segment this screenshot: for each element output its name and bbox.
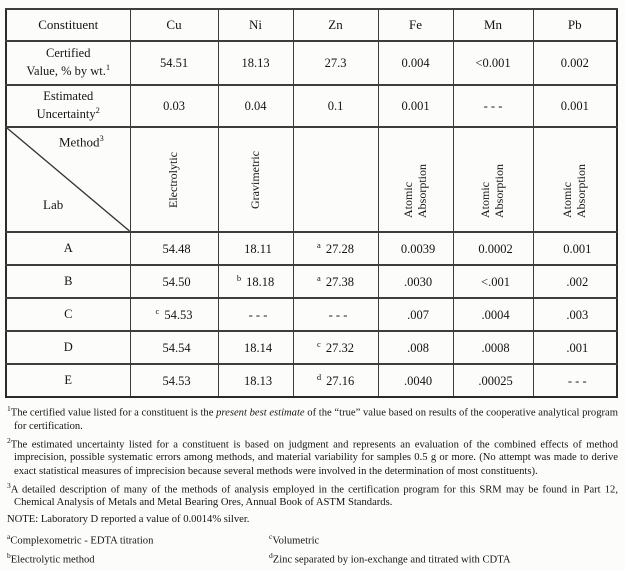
method-marker: a [317, 239, 321, 250]
method-fe-cell [378, 127, 453, 232]
method-mn: Atomic Absorption [478, 163, 506, 218]
method-pb-cell [533, 127, 617, 232]
footnote-3 [7, 481, 618, 510]
srm-analysis-table [5, 8, 618, 398]
footnote-2-text: The estimated uncertainty listed for a constituent is based on judgment and represents an evaluation of the combined effects of method imprecision, possible systematic errors among methods, and material variability for samples 0.5 g or more. (No attempt was made to derive exact statistical measures of imprecision because several methods were involved in the determination of most constituents). [10, 439, 618, 477]
lab-d-fe [378, 331, 453, 364]
footnote-3-marker: 3 [99, 133, 104, 143]
value: 54.48 [162, 242, 191, 257]
certified-label-line1: Certified [46, 46, 91, 61]
certified-pb: 0.002 [533, 41, 617, 85]
value: - - - [567, 374, 587, 389]
note-line: NOTE: Laboratory D reported a value of 0.0014% silver. [7, 514, 250, 526]
constituent-header: Constituent [6, 9, 130, 41]
lab-b-fe [378, 265, 453, 298]
footnote-d-text: Zinc separated by ion-exchange and titrated with CDTA [272, 554, 511, 566]
lab-c-ni [218, 298, 293, 331]
lab-id: B [6, 265, 130, 298]
method-marker: c [317, 338, 321, 349]
value: - - - [248, 308, 268, 323]
lab-a-ni [218, 232, 293, 265]
value: .0004 [481, 308, 510, 323]
col-header-zn: Zn [293, 9, 378, 41]
method-marker: d [316, 371, 322, 382]
value: .0008 [481, 341, 510, 356]
value: 18.14 [243, 341, 273, 356]
footnote-1-text: The certified value listed for a constituent is the [10, 407, 217, 419]
footnote-a [7, 532, 269, 548]
value: .008 [407, 341, 429, 356]
uncertainty-cu: 0.03 [130, 85, 218, 127]
lab-e-fe [378, 364, 453, 397]
col-header-pb: Pb [533, 9, 617, 41]
lab-a-mn [453, 232, 533, 265]
lettered-footnotes-left [7, 532, 269, 571]
value: 18.13 [243, 374, 273, 389]
lab-b-ni [218, 265, 293, 298]
lab-c-cu [130, 298, 218, 331]
col-header-cu: Cu [130, 9, 218, 41]
method-cu: Electrolytic [166, 151, 181, 208]
value: .007 [407, 308, 429, 323]
lab-d-ni [218, 331, 293, 364]
uncertainty-label [6, 85, 130, 127]
lab-e-pb [533, 364, 617, 397]
lab-c-fe [378, 298, 453, 331]
method-label [59, 133, 104, 150]
method-lab-diagonal-cell [6, 127, 130, 232]
lab-a-zn [293, 232, 378, 265]
value: 27.28 [325, 242, 354, 257]
footnote-a-text: Complexometric - EDTA titration [10, 535, 154, 547]
lab-a-cu [130, 232, 218, 265]
lab-b-zn [293, 265, 378, 298]
col-header-ni: Ni [218, 9, 293, 41]
uncertainty-row [6, 85, 617, 127]
header-row [6, 9, 617, 41]
lab-e-cu [130, 364, 218, 397]
footnote-3-marker: 3 [7, 480, 11, 490]
lab-row-e [6, 364, 617, 397]
lab-b-mn [453, 265, 533, 298]
lab-d-pb [533, 331, 617, 364]
col-header-fe: Fe [378, 9, 453, 41]
method-marker: a [317, 272, 321, 283]
uncertainty-fe: 0.001 [378, 85, 453, 127]
certified-value-label [6, 41, 130, 85]
footnote-2 [7, 436, 618, 478]
uncertainty-zn: 0.1 [293, 85, 378, 127]
method-ni: Gravimetric [247, 150, 262, 209]
footnote-2-marker: 2 [95, 104, 100, 115]
footnote-a-marker: a [7, 531, 11, 541]
value: 54.53 [162, 374, 191, 389]
lab-id: A [6, 232, 130, 265]
certified-label-line2: Value, % by wt. [26, 64, 106, 79]
lab-row-b [6, 265, 617, 298]
certified-value-row [6, 41, 617, 85]
method-word: Method [59, 134, 100, 150]
footnote-b [7, 551, 269, 567]
method-row [6, 127, 617, 232]
value: 0.0039 [400, 242, 436, 257]
method-ni-cell [218, 127, 293, 232]
value: 54.53 [164, 308, 193, 323]
value: 0.0002 [478, 242, 513, 257]
certified-ni: 18.13 [218, 41, 293, 85]
lab-id: D [6, 331, 130, 364]
uncertainty-pb: 0.001 [533, 85, 617, 127]
value: .0030 [403, 275, 433, 290]
value: - - - [328, 308, 348, 323]
lab-c-zn [293, 298, 378, 331]
value: 27.38 [325, 275, 354, 290]
value: 0.001 [563, 242, 592, 257]
value: 18.11 [244, 242, 272, 257]
value: .003 [566, 308, 589, 323]
certified-mn: <0.001 [453, 41, 533, 85]
lab-a-pb [533, 232, 617, 265]
lab-e-ni [218, 364, 293, 397]
lab-d-mn [453, 331, 533, 364]
footnote-3-text: A detailed description of many of the methods of analysis employed in the certification program for this SRM may be found in Part 12, Chemical Analysis of Metals and Metal Bearing Ores, Annual Book of ASTM Standards. [10, 484, 618, 509]
method-mn-cell [453, 127, 533, 232]
footnote-2-marker: 2 [7, 435, 11, 445]
certified-zn: 27.3 [293, 41, 378, 85]
lab-id: C [6, 298, 130, 331]
certified-cu: 54.51 [130, 41, 218, 85]
footnote-c-text: Volumetric [272, 535, 320, 547]
lab-a-fe [378, 232, 453, 265]
value: .00025 [478, 374, 513, 389]
footnote-1-marker: 1 [7, 404, 11, 413]
col-header-mn: Mn [453, 9, 533, 41]
value: <.001 [481, 275, 510, 290]
footnote-1-italic: present best estimate [216, 407, 305, 419]
value: 54.54 [162, 341, 191, 356]
lab-label: Lab [43, 197, 64, 212]
lab-b-cu [130, 265, 218, 298]
lab-d-cu [130, 331, 218, 364]
method-marker: c [155, 305, 160, 316]
lab-row-d [6, 331, 617, 364]
lab-row-c [6, 298, 617, 331]
uncertainty-label-line2: Uncertainty [36, 107, 96, 122]
value: 27.16 [326, 374, 355, 389]
footnote-d-marker: d [269, 551, 273, 561]
lab-c-mn [453, 298, 533, 331]
footnote-1-marker: 1 [105, 61, 111, 72]
footnote-b-text: Electrolytic method [10, 554, 95, 566]
certified-fe: 0.004 [378, 41, 453, 85]
value: .002 [566, 275, 589, 290]
value: 27.32 [325, 341, 354, 356]
value: 18.18 [246, 275, 275, 290]
uncertainty-ni: 0.04 [218, 85, 293, 127]
method-cu-cell [130, 127, 218, 232]
method-pb: Atomic Absorption [559, 163, 588, 218]
value: 54.50 [162, 275, 191, 290]
value: .001 [566, 341, 589, 356]
method-marker: b [236, 272, 242, 283]
lab-e-mn [453, 364, 533, 397]
lab-d-zn [293, 331, 378, 364]
lab-b-pb [533, 265, 617, 298]
lab-row-a [6, 232, 617, 265]
lab-id: E [6, 364, 130, 397]
footnote-b-marker: b [7, 551, 11, 561]
footnote-1 [7, 404, 618, 433]
uncertainty-mn: - - - [453, 85, 533, 127]
footnote-c-marker: c [269, 531, 273, 541]
lab-c-pb [533, 298, 617, 331]
method-zn-cell [293, 127, 378, 232]
footnote-1-text-after: of the “true” value based on results of the cooperative analytical program for certification. [14, 407, 618, 432]
value: .0040 [403, 374, 433, 389]
lettered-footnotes [7, 532, 618, 571]
footnotes-section [5, 398, 621, 571]
lettered-footnotes-right [269, 532, 618, 571]
method-fe: Atomic Absorption [400, 163, 429, 218]
footnote-c [269, 532, 618, 548]
footnote-d [269, 551, 618, 567]
lab-e-zn [293, 364, 378, 397]
uncertainty-label-line1: Estimated [43, 89, 94, 104]
